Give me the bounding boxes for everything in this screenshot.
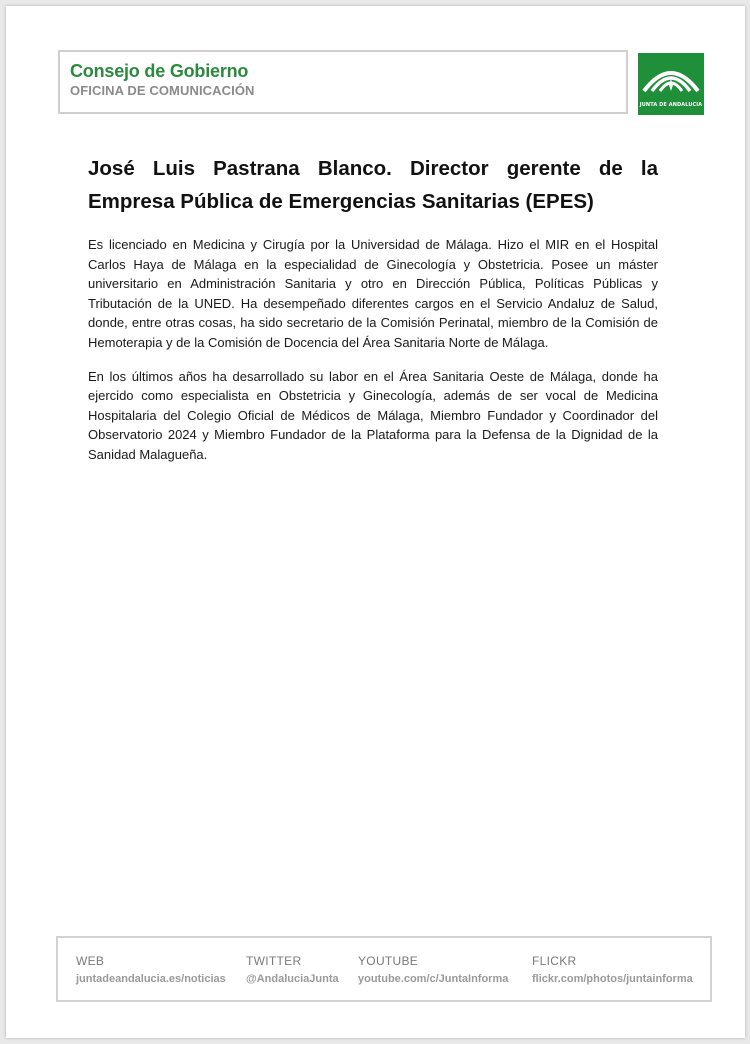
paragraph-1: Es licenciado en Medicina y Cirugía por la Universidad de Málaga. Hizo el MIR en el Hospital Carlos Haya de Málaga en la especialidad de Ginecología y Obstetricia. Posee un máster universitario en Administración Sanitaria y otro en Dirección Pública, Políticas Públicas y Tributación de la UNED. Ha desempeñado diferentes cargos en el Servicio Andaluz de Salud, donde, entre otras cosas, ha sido secretario de la Comisión Perinatal, miembro de la Comisión de Hemoterapia y de la Comisión de Docencia del Área Sanitaria Norte de Málaga. — [88, 237, 658, 350]
footer-box — [56, 936, 712, 1002]
footer-web-link[interactable]: juntadeandalucia.es/noticias — [76, 973, 226, 985]
footer-youtube-link[interactable]: youtube.com/c/JuntaInforma — [358, 973, 509, 985]
footer-twitter-label: TWITTER — [246, 954, 302, 968]
document-page — [6, 6, 745, 1038]
document-content — [88, 152, 658, 479]
header-box — [58, 50, 628, 114]
footer-flickr-label: FLICKR — [532, 954, 577, 968]
junta-de-andalucia-logo — [638, 53, 704, 115]
footer-web — [76, 954, 226, 985]
document-title: José Luis Pastrana Blanco. Director gerente de la Empresa Pública de Emergencias Sanitarias (EPES) — [88, 157, 658, 213]
logo-text: JUNTA DE ANDALUCIA — [639, 102, 703, 108]
header-subtitle: OFICINA DE COMUNICACIÓN — [70, 83, 255, 98]
paragraph-2: En los últimos años ha desarrollado su labor en el Área Sanitaria Oeste de Málaga, donde ha ejercido como especialista en Obstetricia y Ginecología, además de ser vocal de Medicina Hospitalaria del Colegio Oficial de Médicos de Málaga, Miembro Fundador y Coordinador del Observatorio 2024 y Miembro Fundador de la Plataforma para la Defensa de la Dignidad de la Sanidad Malagueña. — [88, 368, 658, 462]
footer-web-label: WEB — [76, 954, 105, 968]
header-title: Consejo de Gobierno — [70, 61, 249, 81]
footer-flickr-link[interactable]: flickr.com/photos/juntainforma — [532, 973, 693, 985]
footer-youtube — [358, 954, 508, 985]
footer-twitter-link[interactable]: @AndaluciaJunta — [246, 973, 339, 985]
footer-youtube-label: YOUTUBE — [358, 954, 419, 968]
footer-twitter — [246, 954, 339, 985]
footer-flickr — [532, 954, 693, 985]
